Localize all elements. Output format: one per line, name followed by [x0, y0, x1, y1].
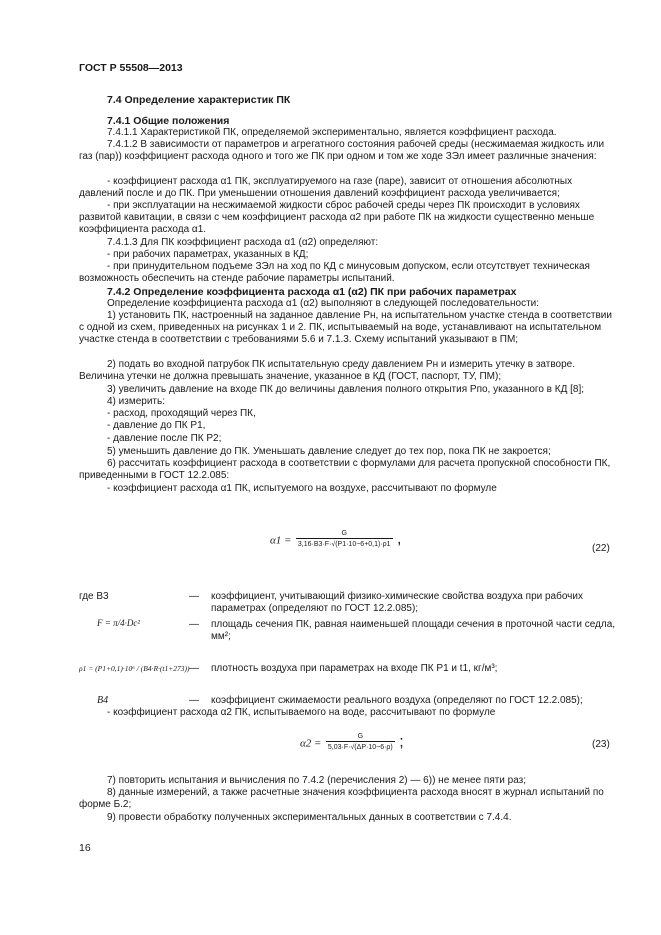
definition-b3-text: коэффициент, учитывающий физико-химические свойства воздуха при рабочих параметрах (определяют по ГОСТ 12.2.085); [211, 591, 583, 615]
step-8: 8) данные измерений, а также расчетные значения коэффициента расхода вносят в журнал испытаний по форме Б.2; [79, 787, 604, 811]
formula-22-lhs: α1 = [270, 534, 292, 547]
section-7-4-heading: 7.4 Определение характеристик ПК [107, 94, 291, 106]
definition-b4-text: коэффициент сжимаемости реального воздуха (определяют по ГОСТ 12.2.085); [211, 695, 583, 706]
formula-23-fraction [326, 733, 395, 752]
step-4b: - давление до ПК Р1, [107, 420, 206, 431]
definition-f-term: F = π/4·Dc² [97, 618, 141, 628]
formula-22-tail: , [397, 530, 402, 548]
formula-23-tail: ; [399, 733, 404, 751]
step-5: 5) уменьшить давление до ПК. Уменьшать давление следует до тех пор, пока ПК не закроется; [107, 446, 551, 457]
definition-dash-2: — [189, 619, 199, 630]
bullet-gas: - коэффициент расхода α1 ПК, эксплуатируемого на газе (паре), зависит от отношения абсолютных давлений после и до ПК. При уменьшении отношения давлений коэффициент расхода увеличивается; [79, 176, 573, 200]
step-1: 1) установить ПК, настроенный на заданное давление Рн, на испытательном участке стенда в соответствии с одной из схем, приведенных на рисунках 1 и 2. ПК, испытываемый на воде, устанавливают на испытательном участке стенда в соответствии с требованиями 5.6 и 7.1.3. Схему испытаний указывают в ПМ; [79, 310, 612, 346]
step-4: 4) измерить: [107, 396, 165, 407]
step-4a: - расход, проходящий через ПК, [107, 408, 256, 419]
step-4c: - давление после ПК Р2; [107, 433, 222, 444]
step-6: 6) рассчитать коэффициент расхода в соответствии с формулами для расчета пропускной способности ПК, приведенными в ГОСТ 12.2.085: [79, 458, 611, 482]
formula-22 [270, 530, 401, 549]
formula-23 [300, 733, 404, 752]
definition-dash-3: — [189, 663, 199, 674]
step-3: 3) увеличить давление на входе ПК до величины давления полного открытия Рпо, указанного в КД [8]; [107, 384, 585, 395]
subsection-7-4-2-heading: 7.4.2 Определение коэффициента расхода α1 (α2) ПК при рабочих параметрах [107, 286, 517, 298]
bullet-lift: - при принудительном подъеме ЗЭл на ход по КД с минусовым допуском, если отсутствует техническая возможность обеспечить на стенде рабочие параметры испытаний. [79, 261, 590, 285]
page-number: 16 [79, 842, 91, 854]
document-header: ГОСТ Р 55508—2013 [79, 62, 183, 74]
step-6a: - коэффициент расхода α1 ПК, испытуемого на воздухе, рассчитывают по формуле [107, 483, 497, 494]
step-2: 2) подать во входной патрубок ПК испытательную среду давлением Рн и измерить утечку в затворе. Величина утечки не должна превышать значение, указанное в КД (ГОСТ, паспорт, ТУ, ПМ); [79, 359, 576, 383]
paragraph-7-4-1-3: 7.4.1.3 Для ПК коэффициент расхода α1 (α2) определяют: [107, 237, 379, 248]
definition-dash-4: — [189, 695, 199, 706]
step-6b: - коэффициент расхода α2 ПК, испытываемого на воде, рассчитывают по формуле [107, 707, 496, 718]
formula-22-fraction [296, 530, 393, 549]
where-label: где B3 [79, 591, 109, 602]
definition-b4-term: B4 [97, 695, 109, 706]
bullet-kd: - при рабочих параметрах, указанных в КД; [107, 249, 309, 260]
formula-22-number: (22) [592, 543, 610, 554]
bullet-liquid: - при эксплуатации на несжимаемой жидкости сброс рабочей среды через ПК происходит в условиях развитой кавитации, в связи с чем коэффициент расхода α2 при работе ПК на жидкости существенно меньше коэффициента расхода α1. [79, 200, 595, 236]
formula-22-numerator: G [341, 530, 347, 537]
paragraph-7-4-1-1: 7.4.1.1 Характеристикой ПК, определяемой экспериментально, является коэффициент расхода. [107, 127, 557, 138]
definition-f-text: площадь сечения ПК, равная наименьшей площади сечения в проточной части седла, мм²; [211, 619, 616, 643]
paragraph-7-4-1-2: 7.4.1.2 В зависимости от параметров и агрегатного состояния рабочей среды (несжимаемая жидкость или газ (пар)) коэффициент расхода одного и того же ПК при одном и том же ходе ЗЭл имеет различные значения: [79, 139, 605, 163]
formula-23-denominator: 5,03·F·√(ΔP·10−6·ρ) [326, 741, 395, 752]
step-7: 7) повторить испытания и вычисления по 7.4.2 (перечисления 2) — 6)) не менее пяти раз; [107, 775, 527, 786]
subsection-7-4-1-heading: 7.4.1 Общие положения [107, 115, 230, 127]
formula-22-denominator: 3,16·B3·F·√(P1·10−6+0,1)·ρ1 [296, 538, 393, 549]
definition-dash-1: — [189, 591, 199, 602]
paragraph-7-4-2: Определение коэффициента расхода α1 (α2) выполняют в следующей последовательности: [107, 298, 540, 309]
formula-23-lhs: α2 = [300, 737, 322, 750]
definition-rho-text: плотность воздуха при параметрах на входе ПК P1 и t1, кг/м³; [211, 663, 498, 674]
step-9: 9) провести обработку полученных экспериментальных данных в соответствии с 7.4.4. [107, 812, 512, 823]
formula-23-numerator: G [357, 733, 364, 740]
definition-rho-term: ρ1 = (P1+0,1)·10⁶ / (B4·R·(t1+273)) [79, 664, 190, 673]
formula-23-number: (23) [592, 739, 610, 750]
